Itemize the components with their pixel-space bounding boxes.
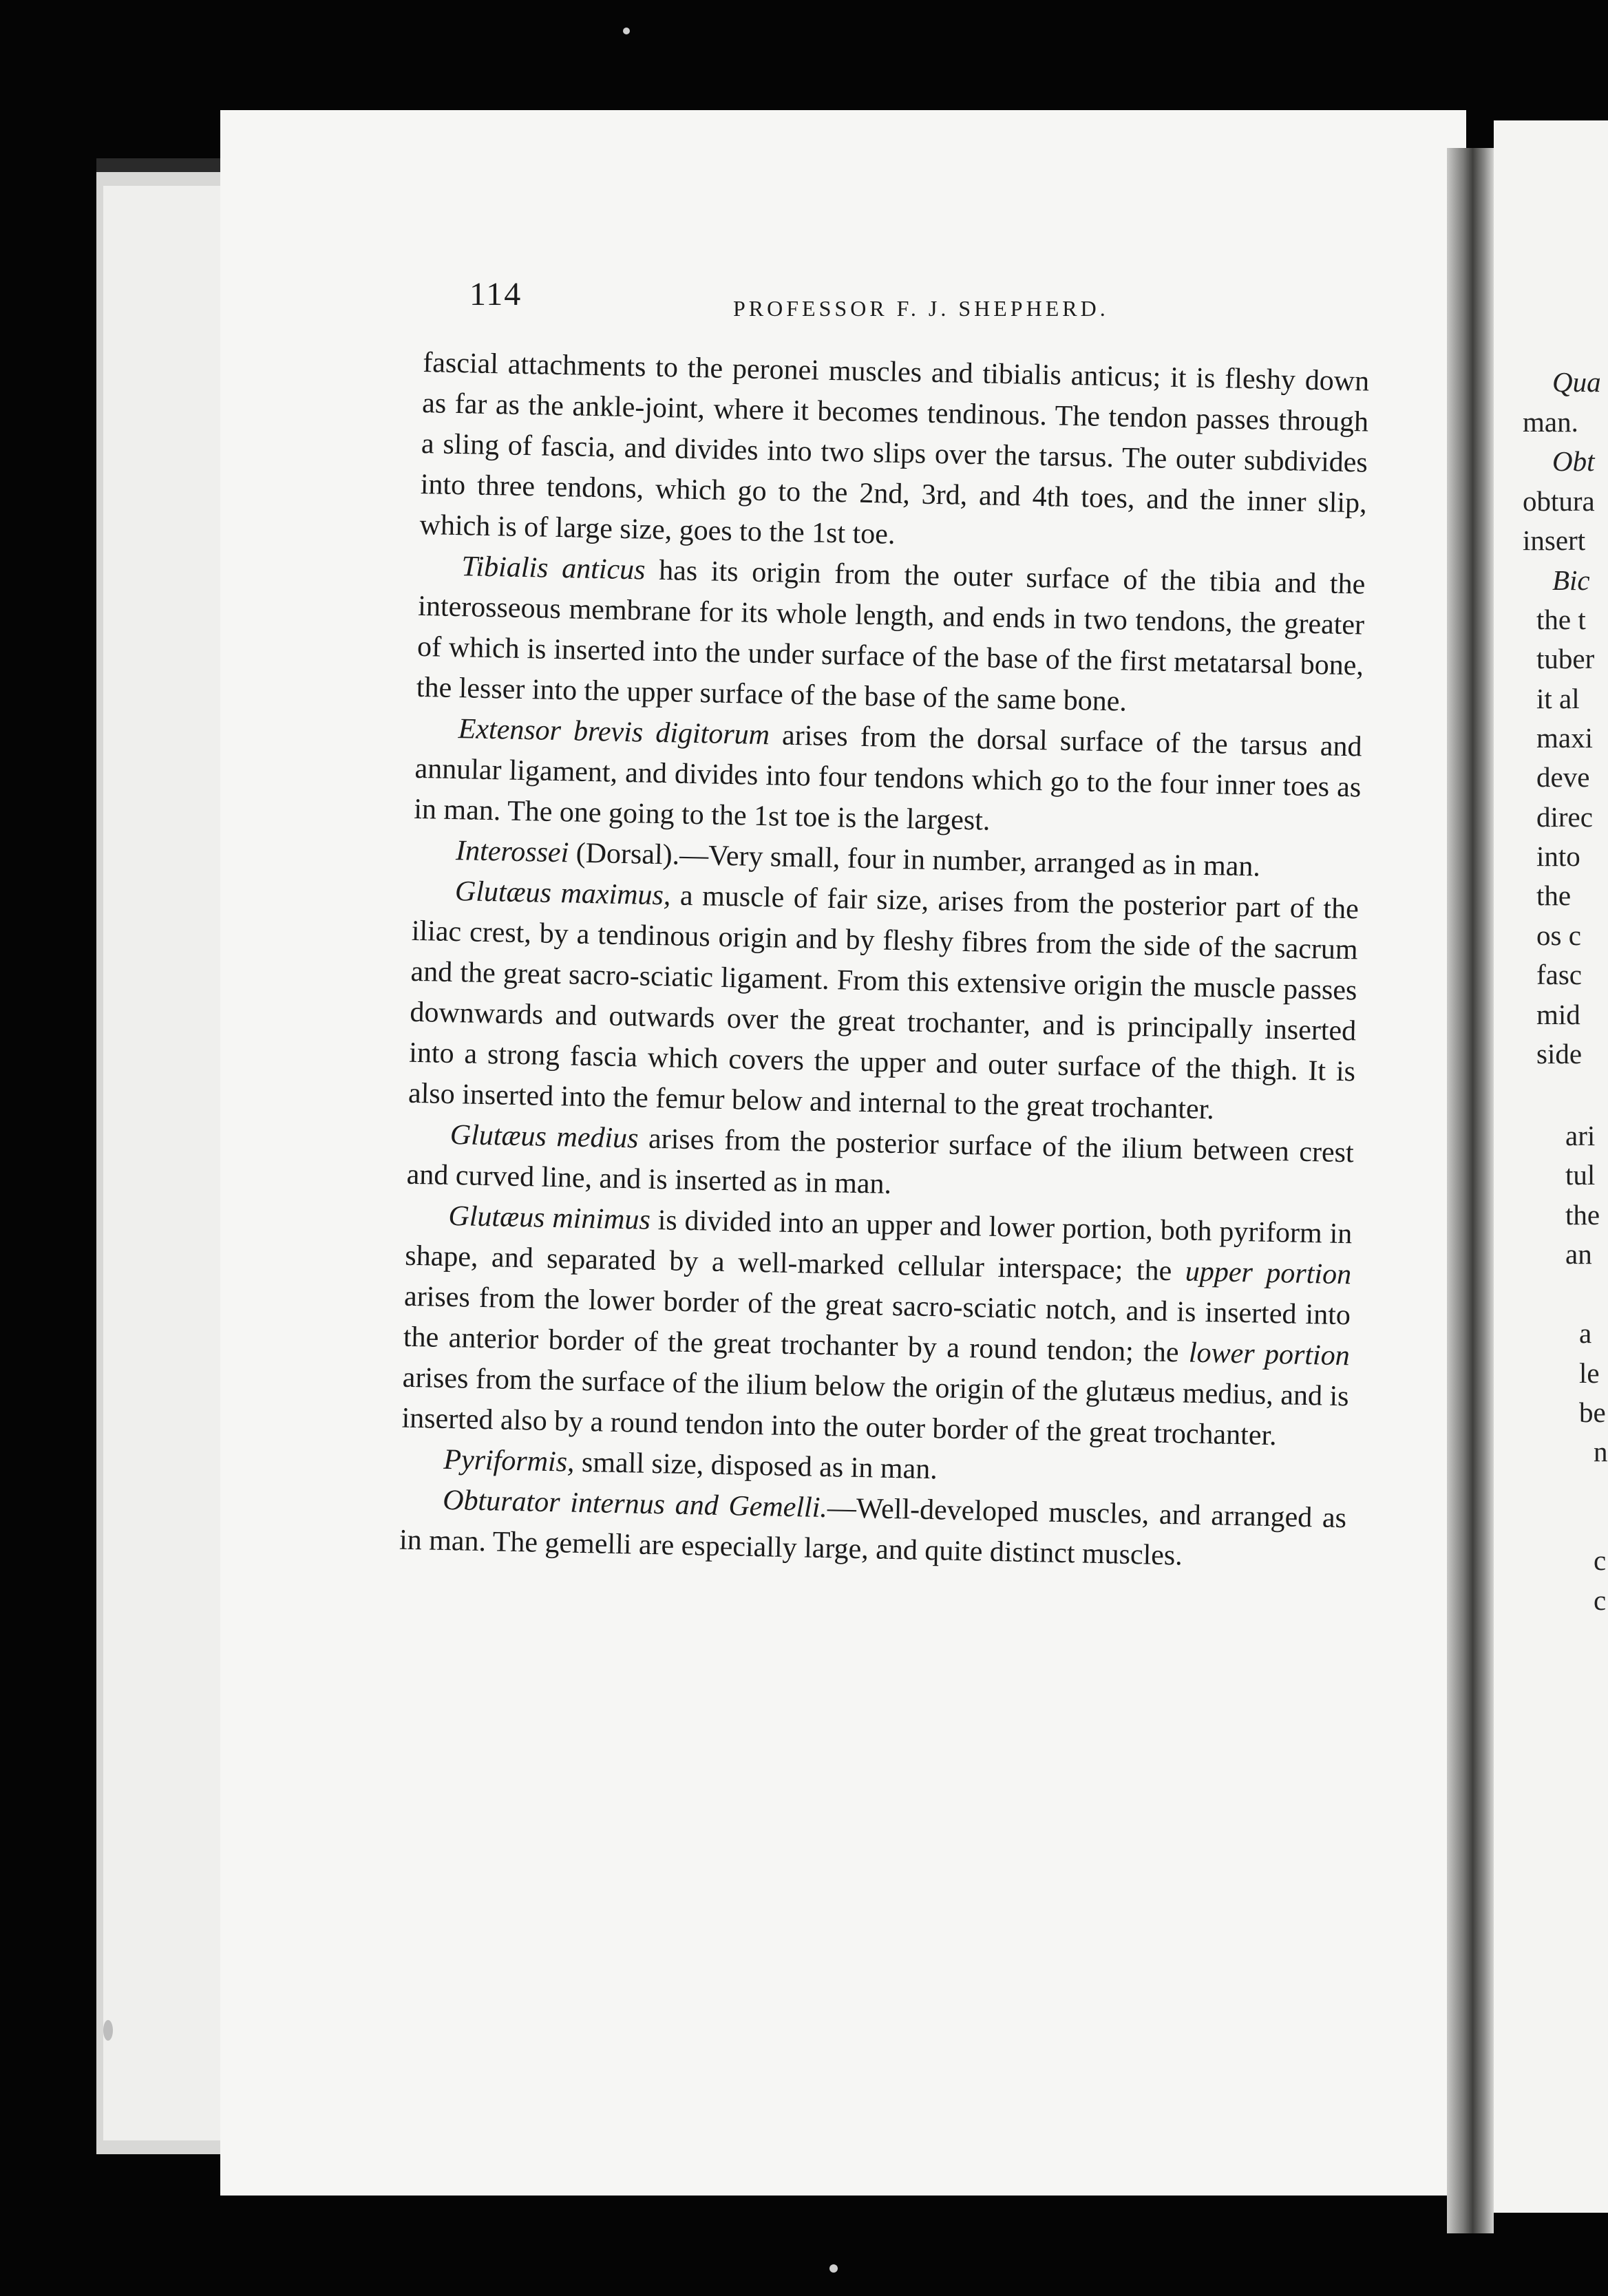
facing-fragment: it al: [1536, 683, 1580, 714]
paragraph: [416, 546, 1365, 727]
facing-fragment: le: [1579, 1357, 1600, 1389]
paragraph-text: arises from the surface of the ilium below the origin of the glutæus medius, and is inserted also by a round tendon into the outer border of the great trochanter.: [401, 1361, 1349, 1452]
muscle-name: Obturator internus and Gemelli.: [442, 1484, 828, 1524]
facing-fragment: be: [1579, 1396, 1606, 1428]
muscle-name: Glutæus maximus,: [454, 875, 671, 912]
facing-fragment: insert: [1523, 524, 1586, 556]
facing-fragment: ari: [1565, 1120, 1596, 1151]
facing-fragment: os c: [1536, 920, 1581, 951]
paragraph-text: (Dorsal).—Very small, four in number, arranged as in man.: [568, 837, 1261, 883]
facing-fragment: the: [1565, 1199, 1600, 1231]
paragraph-text: arises from the lower border of the great sacro-sciatic notch, and is inserted into the anterior border of the great trochanter by a round tendon; the: [403, 1280, 1351, 1369]
facing-fragment: c: [1594, 1584, 1607, 1616]
body-text: [399, 343, 1369, 1580]
facing-page: [1494, 120, 1608, 2213]
paragraph: [408, 871, 1360, 1134]
page-edge: [103, 186, 227, 2140]
facing-fragment: Bic: [1552, 564, 1590, 596]
dust-speck: [103, 2020, 113, 2041]
paragraph: [419, 343, 1370, 565]
paragraph-text: arises from the posterior surface of the ilium between crest and curved line, and is inserted as in man.: [406, 1123, 1355, 1200]
dust-speck: [623, 28, 630, 34]
facing-fragment: man.: [1523, 406, 1578, 438]
paragraph: [401, 1195, 1353, 1458]
paragraph: [414, 708, 1362, 849]
muscle-name: Glutæus minimus: [448, 1200, 651, 1236]
paragraph-text: small size, disposed as in man.: [574, 1446, 938, 1486]
page-number: 114: [469, 276, 522, 312]
facing-fragment: Obt: [1552, 445, 1595, 477]
muscle-name: Glutæus medius: [449, 1119, 639, 1155]
paragraph-text: —Well-developed muscles, and arranged as in man. The gemelli are especially large, and quite distinct muscles.: [399, 1492, 1347, 1572]
muscle-name: Tibialis anticus: [461, 551, 646, 586]
facing-fragment: n: [1594, 1436, 1608, 1467]
facing-fragment: Qua: [1552, 366, 1601, 398]
facing-fragment: tul: [1565, 1159, 1596, 1191]
facing-fragment: an: [1565, 1238, 1592, 1270]
facing-fragment: fasc: [1536, 959, 1583, 990]
facing-fragment: the: [1536, 880, 1572, 911]
muscle-name: Interossei: [455, 835, 569, 869]
paragraph-text: arises from the dorsal surface of the tarsus and annular ligament, and divides into four tendons which go to the four inner toes as in man. The one going to the 1st toe is the largest.: [413, 719, 1362, 837]
facing-fragment: tuber: [1536, 643, 1595, 674]
facing-fragment: c: [1594, 1544, 1607, 1576]
dust-speck: [829, 2264, 838, 2273]
muscle-name: Pyriformis,: [443, 1443, 575, 1478]
emphasis: upper portion: [1185, 1255, 1352, 1291]
facing-fragment: the t: [1536, 604, 1586, 635]
paragraph-text: fascial attachments to the peronei muscles and tibialis anticus; it is fleshy down as far as the ankle-joint, where it becomes tendinous. The tendon passes through a sling of fascia, and divides into two slips over the tarsus. The outer subdivides into three tendons, which go to the 2nd, 3rd, and 4th toes, and the inner slip, which is of large size, goes to the 1st toe.: [419, 346, 1370, 551]
paragraph-text: a muscle of fair size, arises from the posterior part of the iliac crest, by a tendinous origin and by fleshy fibres from the side of the sacrum and the great sacro-sciatic ligament. From this extensive origin the muscle passes downwards and outwards over the great trochanter, and is principally inserted into a strong fascia which covers the upper and outer surface of the thigh. It is also inserted into the femur below and internal to the great trochanter.: [408, 880, 1360, 1126]
muscle-name: Extensor brevis digitorum: [458, 713, 770, 752]
facing-fragment: side: [1536, 1038, 1583, 1070]
paragraph-text: has its origin from the outer surface of the tibia and the interosseous membrane for its whole length, and ends in two tendons, the greater of which is inserted into the under surface of the base of the first metatarsal bone, the lesser into the upper surface of the base of the same bone.: [416, 554, 1366, 718]
facing-fragment: direc: [1536, 801, 1593, 833]
facing-fragment: into: [1536, 840, 1580, 872]
emphasis: lower portion: [1188, 1337, 1351, 1372]
facing-fragment: mid: [1536, 999, 1580, 1030]
facing-fragment: obtura: [1523, 485, 1595, 517]
facing-fragment: maxi: [1536, 722, 1593, 754]
book-gutter: [1447, 148, 1494, 2233]
facing-fragment: deve: [1536, 761, 1590, 793]
running-title: PROFESSOR F. J. SHEPHERD.: [733, 296, 1109, 321]
facing-fragment: a: [1579, 1317, 1592, 1349]
paragraph-text: is divided into an upper and lower portion, both pyriform in shape, and separated by a well-marked cellular interspace; the: [404, 1204, 1353, 1288]
